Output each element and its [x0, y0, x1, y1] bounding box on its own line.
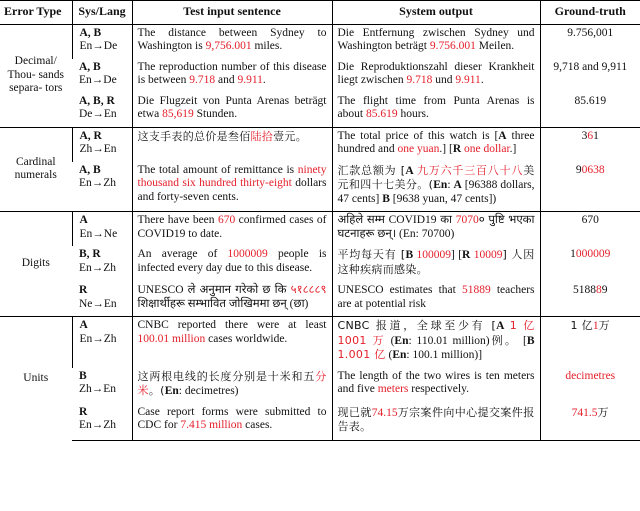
test-input-cell [132, 368, 332, 404]
system-ids: A [79, 214, 88, 226]
text-segment: The flight time from Punta Arenas is about [337, 94, 535, 120]
highlighted-number: 85.619 [365, 108, 398, 120]
text-segment: dollars and forty-seven cents. [137, 177, 327, 203]
sys-lang-cell [72, 404, 132, 441]
test-input-cell [132, 246, 332, 282]
text-segment: The total price of this watch is [ [337, 129, 499, 142]
text-segment: : 110.01 million) [408, 334, 490, 347]
error-type-cell: Decimal/ Thou- sands separa- tors [0, 24, 72, 127]
highlighted-number: 100009 [416, 249, 451, 261]
sys-lang-cell [72, 317, 132, 368]
system-output-cell [332, 404, 540, 441]
highlighted-number: 7.415 million [180, 419, 243, 431]
sys-lang-cell [72, 59, 132, 93]
highlighted-number: 分米 [137, 369, 327, 397]
highlighted-number: 670 [217, 214, 236, 226]
text-segment: 1 [570, 248, 576, 260]
text-segment: Meilen. [475, 40, 515, 52]
table-row [0, 317, 640, 368]
text-segment: 85.619 [574, 94, 607, 107]
text-segment: 例。 [489, 333, 519, 347]
text-segment: 9,718 and 9,911 [553, 60, 628, 73]
text-segment: A [405, 164, 414, 177]
system-ids: A, B [79, 26, 102, 39]
text-segment: ० पुष्टि भएका घटनाहरू छन्। (En: 70700) [337, 214, 535, 240]
text-segment: There have been [137, 214, 218, 226]
table-row [0, 246, 640, 282]
text-segment: 这支手表的总价是叁佰 [137, 129, 251, 143]
ground-truth-cell [540, 404, 640, 441]
ground-truth-cell [540, 317, 640, 368]
text-segment: 平均每天有 [ [337, 248, 406, 261]
highlighted-number: meters [377, 383, 409, 395]
header-test-input: Test input sentence [132, 1, 332, 25]
system-ids: R [79, 405, 88, 418]
text-segment: CNBC 报道，全球至少有 [ [337, 319, 497, 332]
language-pair: En→Zh [79, 261, 117, 274]
text-segment: teachers are at potential risk [337, 284, 535, 310]
sys-lang-cell [72, 93, 132, 128]
header-error-type: Error Type [0, 1, 72, 25]
text-segment: respectively. [408, 383, 469, 395]
header-sys-lang: Sys/Lang [72, 1, 132, 25]
highlighted-number: 8 [596, 284, 602, 296]
system-output-cell [332, 24, 540, 59]
highlighted-number: ninety thousand six hundred thirty-eight [137, 163, 327, 189]
text-segment: Case report forms were submitted to CDC for [137, 405, 327, 431]
text-segment: confirmed cases of COVID19 to date. [137, 214, 327, 240]
text-segment: B [405, 249, 414, 261]
language-pair: En→De [79, 40, 118, 52]
highlighted-number: 9.718 [406, 74, 433, 86]
table-row [0, 127, 640, 162]
error-type-cell: Cardinal numerals [0, 127, 72, 212]
highlighted-number: 1 亿 1001 万 [337, 319, 535, 347]
text-segment: 1 亿 [570, 319, 593, 332]
system-output-cell [332, 317, 540, 368]
table-row [0, 59, 640, 93]
text-segment: The length of the two wires is ten meters and five [337, 369, 535, 395]
text-segment: 美元和 [337, 163, 535, 191]
text-segment: The total amount of remittance is [137, 163, 298, 176]
language-pair: Zh→En [79, 143, 117, 155]
highlighted-number: 85,619 [162, 108, 194, 120]
language-pair: En→De [79, 74, 117, 86]
highlighted-number: 100.01 million [137, 332, 206, 345]
system-ids: A, B [79, 60, 101, 73]
test-input-cell [132, 24, 332, 59]
test-input-cell [132, 282, 332, 317]
table-row [0, 162, 640, 212]
highlighted-number: 1 [592, 320, 599, 332]
text-segment: शिक्षार्थीहरू सम्भावित जोखिममा छन् (छा) [137, 297, 309, 310]
text-segment: .] [509, 143, 517, 155]
highlighted-number: 九万六千三百八十八 [417, 163, 524, 177]
test-input-cell [132, 59, 332, 93]
text-segment: 万 [598, 319, 610, 332]
sys-lang-cell [72, 24, 132, 59]
system-output-cell [332, 162, 540, 212]
text-segment: 万宗案件向中心提交案件报告表。 [337, 405, 535, 433]
highlighted-number: 9.756.001 [429, 40, 476, 52]
highlighted-number: 0638 [581, 163, 605, 176]
text-segment: 现已就 [337, 405, 372, 419]
text-segment: [ [518, 334, 527, 347]
table-body [0, 24, 640, 440]
ground-truth-cell [540, 93, 640, 128]
sys-lang-cell [72, 368, 132, 404]
ground-truth-cell [540, 282, 640, 317]
highlighted-number: 74.15 [371, 406, 398, 419]
system-output-cell [332, 368, 540, 404]
header-ground-truth: Ground-truth [540, 1, 640, 25]
error-type-cell: Units [0, 317, 72, 441]
text-segment: 四十七美分 [360, 178, 418, 191]
text-segment: An average of [137, 248, 228, 260]
language-pair: Zh→En [79, 383, 117, 395]
sys-lang-cell [72, 246, 132, 282]
text-segment: 这两根电线的长度分别是十米和五 [137, 369, 316, 383]
text-segment: [96388 dollars, 47 cents] [337, 179, 535, 205]
text-segment: 汇款总额为 [ [337, 163, 406, 177]
text-segment: ( [385, 349, 393, 361]
text-segment: B [526, 334, 535, 347]
text-segment: UNESCO ले अनुमान गरेको छ कि [137, 284, 291, 296]
language-pair: En→Zh [79, 332, 117, 345]
text-segment: Stunden. [193, 108, 238, 120]
highlighted-number: 51889 [461, 284, 491, 296]
text-segment: ] 人因这种疾病而感染。 [337, 248, 535, 276]
text-segment: : 100.1 million)] [406, 349, 483, 361]
highlighted-number: 741.5 [571, 406, 598, 419]
highlighted-number: 9.911 [455, 74, 481, 86]
test-input-cell [132, 212, 332, 247]
test-input-cell [132, 127, 332, 162]
system-output-cell [332, 93, 540, 128]
test-input-cell [132, 404, 332, 441]
text-segment: . [480, 74, 484, 86]
text-segment: and [215, 74, 238, 86]
text-segment: A [496, 320, 505, 332]
system-output-cell [332, 246, 540, 282]
language-pair: En→Zh [79, 177, 117, 189]
system-ids: B [79, 369, 87, 382]
text-segment: A [498, 129, 507, 142]
sys-lang-cell [72, 282, 132, 317]
text-segment: people is infected every day due to this disease. [137, 248, 327, 274]
text-segment: Die Flugzeit von Punta Arenas beträgt etwa [137, 94, 327, 120]
text-segment: En [392, 349, 407, 361]
text-segment: 。( [417, 178, 434, 191]
highlighted-number: 9.718 [189, 74, 216, 86]
sys-lang-cell [72, 162, 132, 212]
system-output-cell [332, 59, 540, 93]
highlighted-number: 9.911 [237, 74, 263, 86]
ground-truth-cell [540, 127, 640, 162]
text-segment: : [447, 179, 454, 191]
system-output-cell [332, 282, 540, 317]
highlighted-number: 7070 [455, 214, 479, 226]
system-ids: A [79, 319, 88, 331]
ground-truth-cell [540, 212, 640, 247]
table-header [0, 1, 640, 25]
highlighted-number: one yuan [397, 143, 440, 155]
highlighted-number: 000009 [575, 248, 611, 260]
text-segment: UNESCO estimates that [337, 284, 462, 296]
text-segment: 万 [597, 405, 609, 419]
text-segment: अहिले सम्म COVID19 का [337, 214, 456, 226]
language-pair: Ne→En [79, 297, 117, 310]
text-segment: ( [385, 334, 395, 347]
sys-lang-cell [72, 212, 132, 247]
text-segment: 3 [581, 129, 588, 142]
sys-lang-cell [72, 127, 132, 162]
system-output-cell [332, 127, 540, 162]
text-segment: Die Reproduktionszahl dieser Krankheit liegt zwischen [337, 60, 535, 86]
text-segment: R [452, 143, 462, 155]
table-row [0, 24, 640, 59]
error-type-cell: Digits [0, 212, 72, 317]
ground-truth-cell [540, 246, 640, 282]
text-segment: 670 [581, 214, 599, 226]
system-ids: B, R [79, 248, 101, 260]
test-input-cell [132, 317, 332, 368]
highlighted-number: 1000009 [227, 248, 268, 260]
text-segment: ] [ [451, 249, 463, 261]
text-segment: . [262, 74, 266, 86]
text-segment: 1 [593, 129, 599, 142]
highlighted-number: 6 [587, 129, 594, 142]
highlighted-number: 10009 [473, 249, 503, 261]
ground-truth-cell [540, 24, 640, 59]
table-row [0, 212, 640, 247]
test-input-cell [132, 93, 332, 128]
system-ids: A, B, R [79, 94, 115, 107]
text-segment: .] [ [439, 143, 453, 155]
text-segment: B [382, 192, 390, 205]
ground-truth-cell [540, 59, 640, 93]
text-segment: The reproduction number of this disease is between [137, 60, 327, 86]
text-segment: A [453, 179, 462, 191]
ground-truth-cell [540, 368, 640, 404]
test-input-cell [132, 162, 332, 212]
header-system-output: System output [332, 1, 540, 25]
text-segment: 9 [575, 163, 582, 176]
text-segment: 5188 [573, 284, 596, 296]
language-pair: De→En [79, 108, 117, 120]
text-segment: The distance between Sydney to Washington is [137, 26, 327, 52]
language-pair: En→Zh [79, 419, 117, 431]
text-segment: 9 [601, 284, 608, 296]
highlighted-number: decimetres [565, 369, 616, 382]
text-segment: En [394, 334, 409, 347]
text-segment: hours. [397, 108, 429, 120]
table-row [0, 282, 640, 317]
table-row [0, 93, 640, 128]
text-segment: cases. [242, 419, 273, 431]
table-row [0, 404, 640, 441]
text-segment: [9638 yuan, 47 cents]) [389, 192, 497, 205]
text-segment: En [433, 179, 448, 191]
highlighted-number: 陆拾 [250, 129, 274, 143]
system-output-cell [332, 212, 540, 247]
text-segment: Die Entfernung zwischen Sydney und Washington beträgt [337, 26, 535, 52]
text-segment: : decimetres) [178, 385, 239, 397]
text-segment: und [432, 74, 456, 86]
system-ids: A, R [79, 129, 102, 142]
language-pair: En→Ne [79, 227, 118, 240]
text-segment: En [164, 385, 179, 397]
system-ids: A, B [79, 163, 101, 176]
text-segment: miles. [251, 40, 283, 52]
text-segment: cases worldwide. [205, 332, 288, 345]
table-row [0, 368, 640, 404]
text-segment: R [462, 249, 471, 261]
highlighted-number: 9,756.001 [205, 40, 252, 52]
system-ids: R [79, 284, 88, 296]
highlighted-number: ५१८८८९ [290, 284, 327, 296]
text-segment: three hundred and [337, 129, 535, 155]
text-segment: 。( [148, 384, 165, 397]
text-segment: 9.756,001 [567, 26, 614, 39]
highlighted-number: 1.001 亿 [337, 348, 386, 361]
highlighted-number: one dollar [464, 143, 510, 155]
text-segment: CNBC reported there were at least [137, 319, 327, 331]
ground-truth-cell [540, 162, 640, 212]
text-segment: 壹元。 [273, 129, 308, 143]
